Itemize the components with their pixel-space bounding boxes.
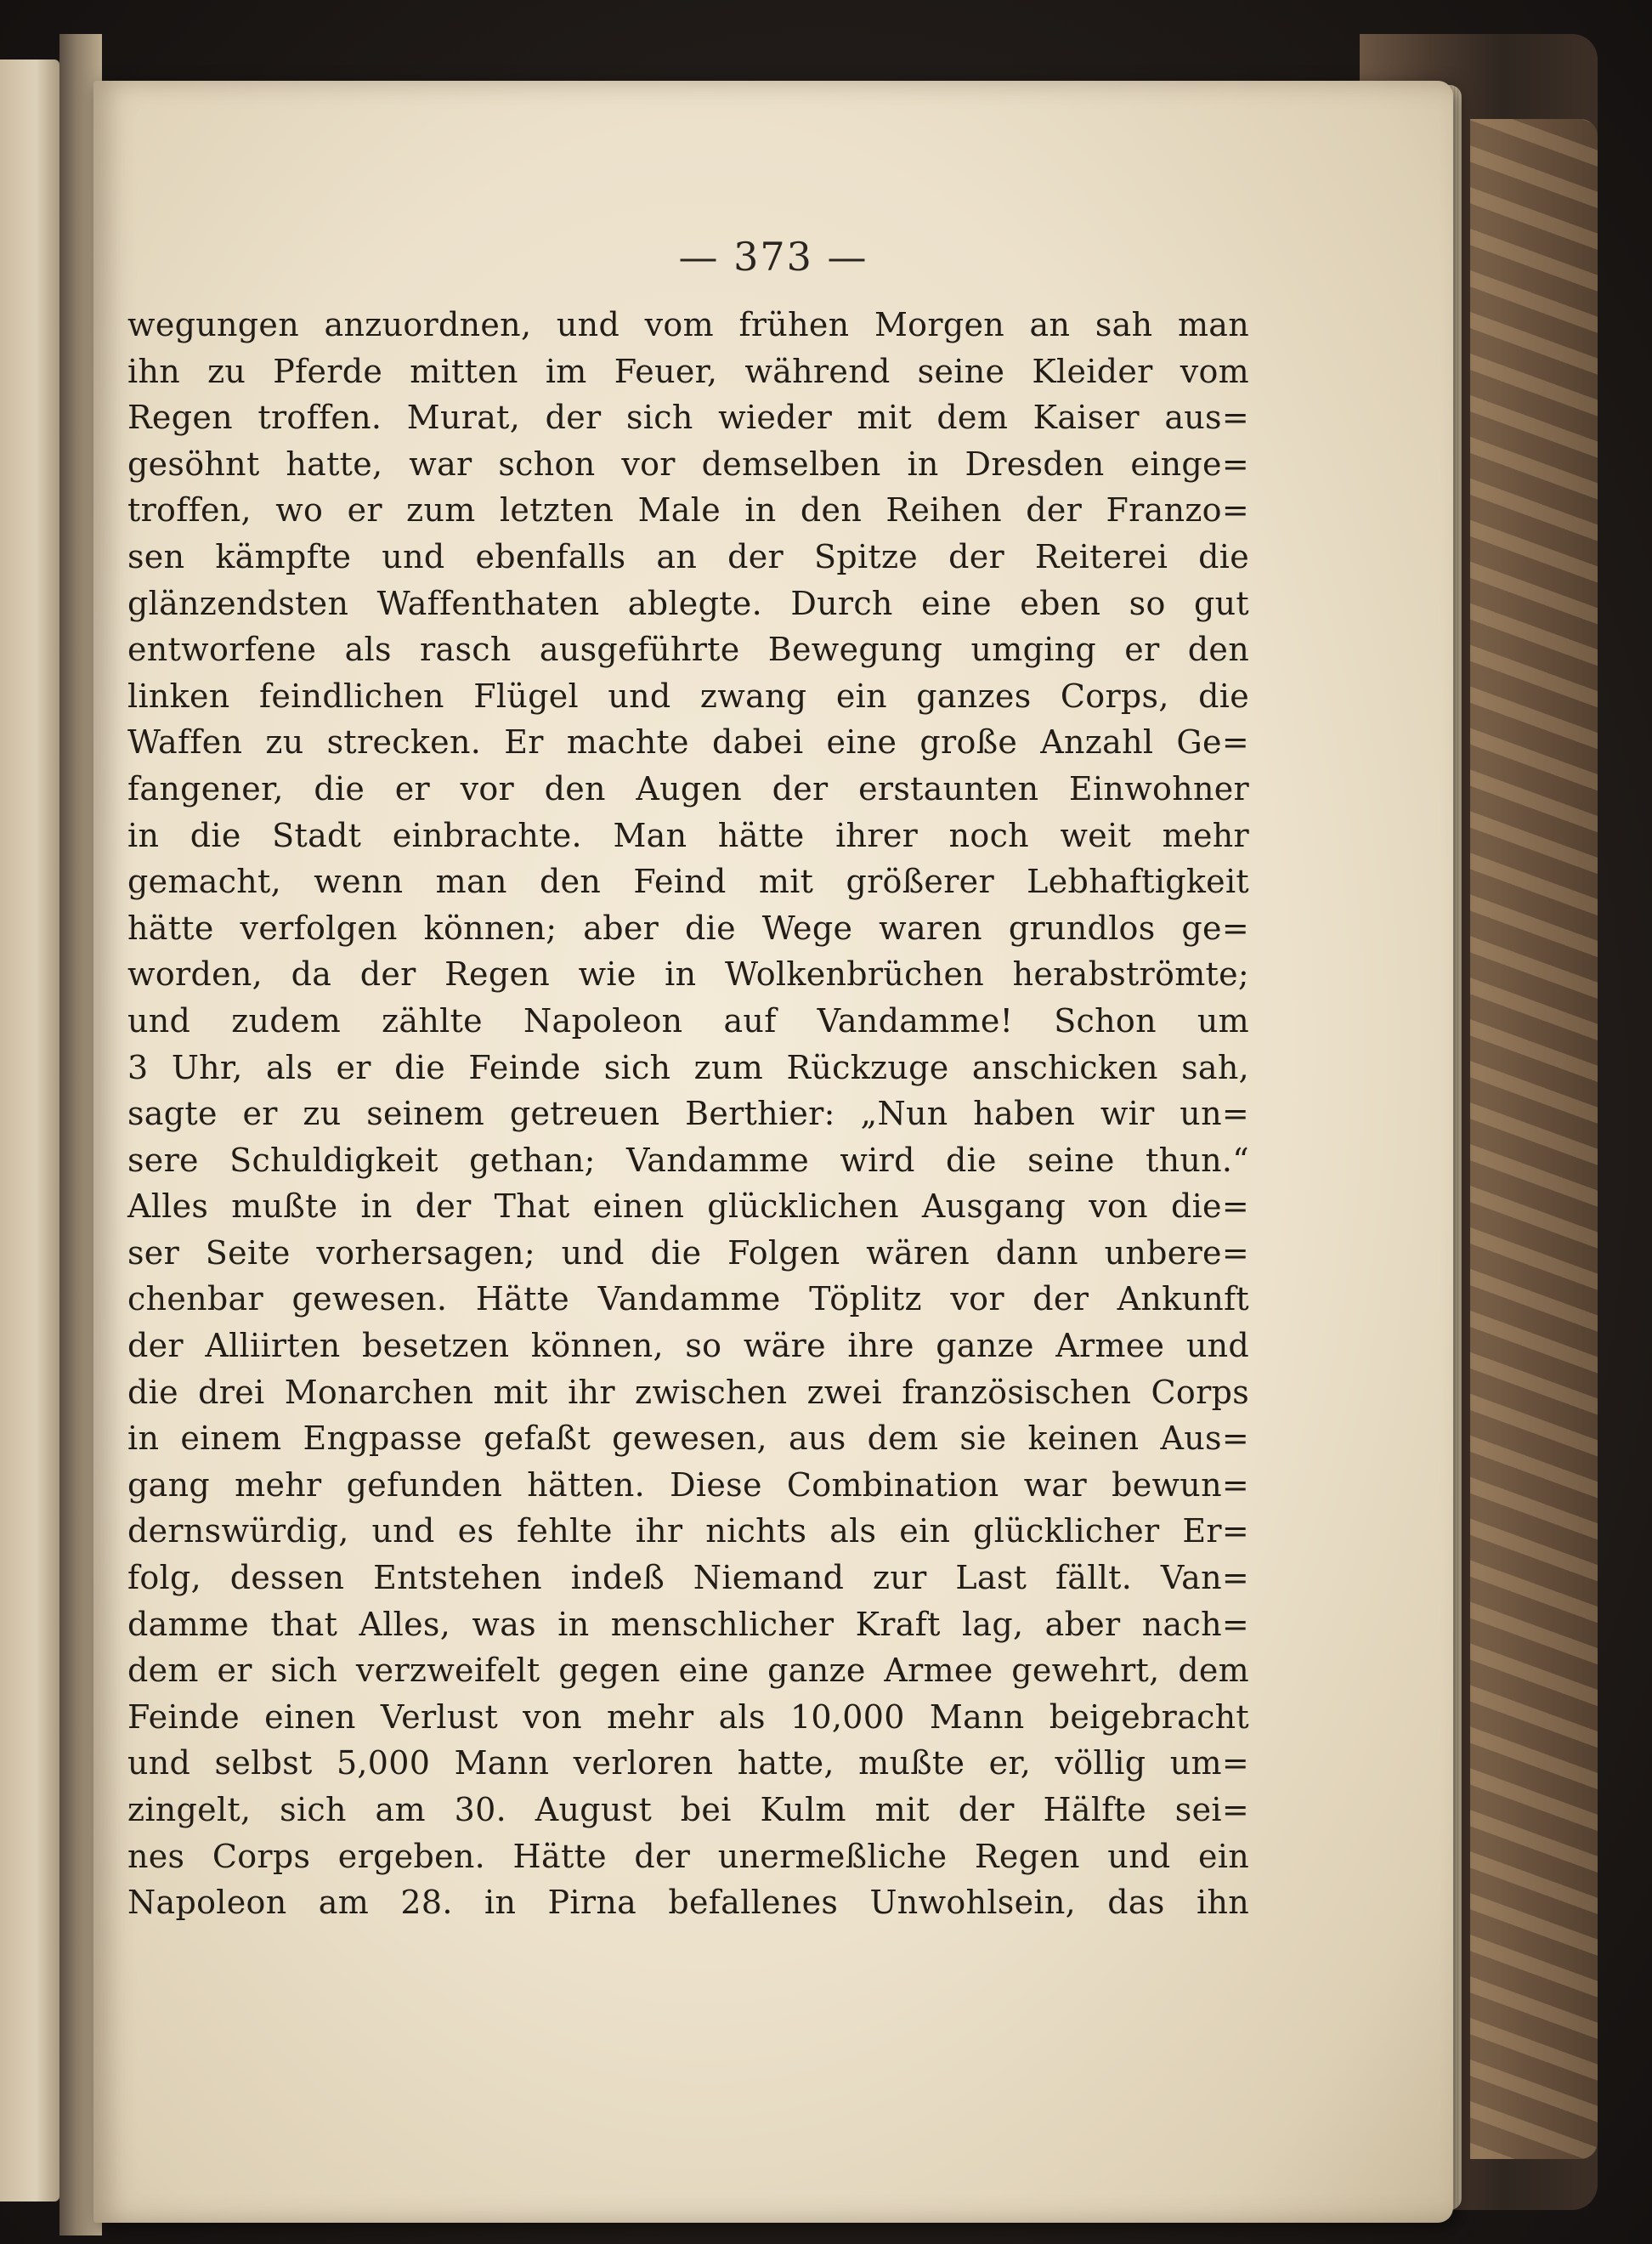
text-line: dem er sich verzweifelt gegen eine ganze Armee gewehrt, dem: [127, 1652, 1249, 1690]
text-line: Alles mußte in der That einen glücklichen Ausgang von die=: [127, 1187, 1249, 1226]
text-line: gesöhnt hatte, war schon vor demselben in Dresden einge=: [127, 445, 1249, 483]
text-line: wegungen anzuordnen, und vom frühen Morgen an sah man: [127, 306, 1249, 343]
text-line: sere Schuldigkeit gethan; Vandamme wird die seine thun.“: [127, 1141, 1249, 1179]
text-line: und zudem zählte Napoleon auf Vandamme! Schon um: [127, 1001, 1249, 1040]
page-number: — 373 —: [678, 234, 868, 280]
text-line: glänzendsten Waffenthaten ablegte. Durch eine eben so gut: [127, 584, 1249, 622]
text-line: folg, dessen Entstehen indeß Niemand zur Last fällt. Van=: [127, 1559, 1249, 1597]
text-line: Napoleon am 28. in Pirna befallenes Unwohlsein, das ihn: [127, 1884, 1249, 1922]
text-line: und selbst 5,000 Mann verloren hatte, mußte er, völlig um=: [127, 1744, 1249, 1782]
page-text: [127, 302, 1249, 1926]
text-line: dernswürdig, und es fehlte ihr nichts als ein glücklicher Er=: [127, 1512, 1249, 1550]
text-line: zingelt, sich am 30. August bei Kulm mit der Hälfte sei=: [127, 1791, 1249, 1828]
text-line: in die Stadt einbrachte. Man hätte ihrer noch weit mehr: [127, 816, 1249, 854]
text-line: gemacht, wenn man den Feind mit größerer Lebhaftigkeit: [127, 863, 1249, 901]
text-line: gang mehr gefunden hätten. Diese Combination war bewun=: [127, 1465, 1249, 1504]
text-line: troffen, wo er zum letzten Male in den Reihen der Franzo=: [127, 491, 1249, 530]
text-line: 3 Uhr, als er die Feinde sich zum Rückzuge anschicken sah,: [127, 1048, 1249, 1086]
book-page: [93, 81, 1453, 2223]
text-line: sagte er zu seinem getreuen Berthier: „Nun haben wir un=: [127, 1095, 1249, 1133]
text-line: die drei Monarchen mit ihr zwischen zwei französischen Corps: [127, 1373, 1249, 1411]
text-line: Feinde einen Verlust von mehr als 10,000 Mann beigebracht: [127, 1697, 1249, 1736]
text-line: damme that Alles, was in menschlicher Kraft lag, aber nach=: [127, 1605, 1249, 1643]
text-line: ihn zu Pferde mitten im Feuer, während seine Kleider vom: [127, 352, 1249, 390]
text-line: worden, da der Regen wie in Wolkenbrüchen herabströmte;: [127, 955, 1249, 994]
text-line: der Alliirten besetzen können, so wäre ihre ganze Armee und: [127, 1327, 1249, 1365]
text-line: chenbar gewesen. Hätte Vandamme Töplitz vor der Ankunft: [127, 1280, 1249, 1318]
text-line: nes Corps ergeben. Hätte der unermeßliche Regen und ein: [127, 1837, 1249, 1875]
text-line: sen kämpfte und ebenfalls an der Spitze der Reiterei die: [127, 537, 1249, 575]
text-line: in einem Engpasse gefaßt gewesen, aus dem sie keinen Aus=: [127, 1420, 1249, 1458]
marbled-cover-edge: [1470, 119, 1598, 2159]
text-line: Waffen zu strecken. Er machte dabei eine große Anzahl Ge=: [127, 723, 1249, 762]
text-line: Regen troffen. Murat, der sich wieder mit dem Kaiser aus=: [127, 399, 1249, 437]
text-line: hätte verfolgen können; aber die Wege waren grundlos ge=: [127, 909, 1249, 947]
text-line: fangener, die er vor den Augen der erstaunten Einwohner: [127, 769, 1249, 808]
facing-page-edge: [0, 60, 59, 2202]
text-line: entworfene als rasch ausgeführte Bewegung umging er den: [127, 631, 1249, 669]
text-line: ser Seite vorhersagen; und die Folgen wären dann unbere=: [127, 1233, 1249, 1272]
text-line: linken feindlichen Flügel und zwang ein ganzes Corps, die: [127, 677, 1249, 715]
